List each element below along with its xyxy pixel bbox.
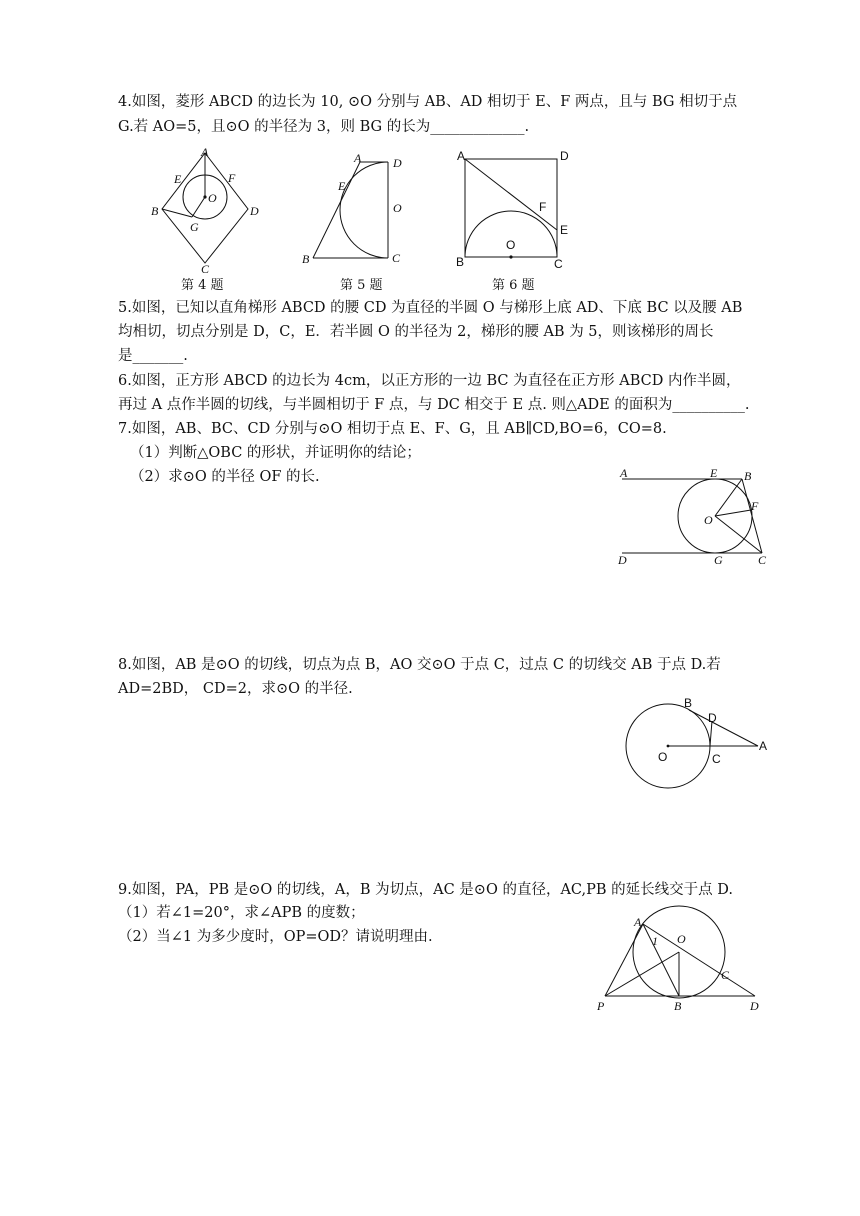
- fig8-label-o: O: [658, 750, 668, 764]
- fig5-label-o: O: [393, 201, 402, 215]
- p9-line3: （2）当∠1 为多少度时，OP=OD？请说明理由.: [118, 929, 433, 945]
- fig4-label-b: B: [151, 204, 159, 218]
- fig6-label-f: F: [539, 200, 547, 214]
- p5-line2: 均相切，切点分别是 D，C，E．若半圆 O 的半径为 2，梯形的腰 AB 为 5，则该梯形的周长: [118, 324, 714, 340]
- fig6-label-e: E: [560, 223, 569, 237]
- fig7-label-f: F: [751, 499, 759, 513]
- fig8-label-d: D: [708, 711, 717, 725]
- fig8-label-b: B: [684, 696, 693, 710]
- p7-q2: （2）求⊙O 的半径 OF 的长.: [130, 469, 320, 485]
- fig4-label-g: G: [190, 220, 199, 234]
- fig5-label-b: B: [302, 252, 310, 266]
- caption-6: 第 6 题: [492, 278, 535, 293]
- fig8-label-a: A: [759, 739, 768, 753]
- fig7-label-d: D: [618, 553, 627, 567]
- p4-line1: 4.如图，菱形 ABCD 的边长为 10, ⊙O 分别与 AB、AD 相切于 E、F 两点，且与 BG 相切于点: [118, 94, 738, 110]
- fig7-label-e: E: [710, 466, 718, 480]
- fig9-label-c: C: [721, 968, 730, 982]
- fig6-label-a: A: [457, 149, 466, 163]
- fig9-label-o: O: [677, 932, 686, 946]
- fig7-label-a: A: [620, 466, 628, 480]
- fig9-label-a: A: [634, 915, 642, 929]
- fig4-label-f: F: [228, 171, 236, 185]
- p7-line1: 7.如图，AB、BC、CD 分别与⊙O 相切于点 E、F、G，且 AB∥CD,BO=6，CO=8.: [118, 421, 667, 437]
- fig7-label-o: O: [704, 513, 713, 527]
- fig4-label-o: O: [208, 191, 217, 205]
- fig6-label-d: D: [560, 149, 569, 163]
- fig9-label-b: B: [674, 999, 682, 1013]
- caption-4: 第 4 题: [181, 278, 224, 293]
- fig5-label-c: C: [392, 251, 401, 265]
- p7-q1: （1）判断△OBC 的形状，并证明你的结论；: [130, 445, 421, 461]
- fig4-label-c: C: [201, 262, 210, 276]
- figure-6: [450, 145, 580, 275]
- figure-8: [620, 693, 775, 793]
- p4-line2: G.若 AO=5，且⊙O 的半径为 3，则 BG 的长为_____________.: [118, 119, 530, 135]
- fig6-label-b: B: [456, 255, 465, 269]
- fig9-label-p: P: [597, 999, 605, 1013]
- fig9-label-angle-1: 1: [652, 934, 658, 948]
- fig7-label-c: C: [758, 553, 767, 567]
- fig9-label-d: D: [750, 999, 759, 1013]
- p9-line2: （1）若∠1=20°，求∠APB 的度数；: [118, 905, 365, 921]
- p5-line1: 5.如图，已知以直角梯形 ABCD 的腰 CD 为直径的半圆 O 与梯形上底 AD、下底 BC 以及腰 AB: [118, 300, 743, 316]
- figure-5: [298, 150, 413, 270]
- p8-line2: AD=2BD， CD=2，求⊙O 的半径.: [118, 681, 353, 697]
- figure-4: [140, 145, 270, 275]
- p6-line2: 再过 A 点作半圆的切线，与半圆相切于 F 点，与 DC 相交于 E 点. 则△ADE 的面积为__________.: [118, 397, 750, 413]
- figure-7: [612, 466, 782, 571]
- fig4-label-e: E: [174, 172, 182, 186]
- caption-5: 第 5 题: [340, 278, 383, 293]
- fig7-label-b: B: [744, 469, 752, 483]
- fig5-label-e: E: [338, 179, 346, 193]
- p8-line1: 8.如图，AB 是⊙O 的切线，切点为点 B，AO 交⊙O 于点 C，过点 C 的切线交 AB 于点 D.若: [118, 657, 721, 673]
- fig5-label-d: D: [393, 156, 402, 170]
- fig4-label-a: A: [201, 145, 209, 159]
- fig6-label-c: C: [554, 257, 563, 271]
- fig5-label-a: A: [354, 151, 362, 165]
- fig8-label-c: C: [712, 752, 721, 766]
- fig7-label-g: G: [714, 553, 723, 567]
- p6-line1: 6.如图，正方形 ABCD 的边长为 4cm，以正方形的一边 BC 为直径在正方形 ABCD 内作半圆，: [118, 373, 741, 389]
- fig4-label-d: D: [250, 204, 259, 218]
- figure-9: [590, 900, 770, 1015]
- fig5-semicircle: [340, 162, 388, 258]
- fig6-label-o: O: [506, 238, 516, 252]
- p5-line3: 是_______.: [118, 348, 188, 364]
- p9-line1: 9.如图，PA，PB 是⊙O 的切线，A，B 为切点，AC 是⊙O 的直径，AC,PB 的延长线交于点 D.: [118, 882, 733, 898]
